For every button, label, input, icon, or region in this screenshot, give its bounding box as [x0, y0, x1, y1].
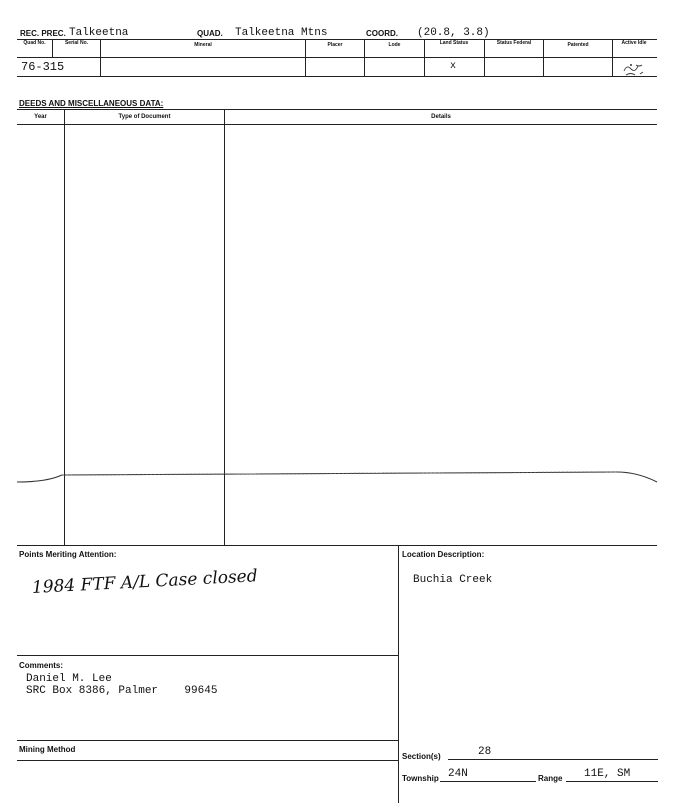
points-handwritten-note: 1984 FTF A/L Case closed [31, 566, 259, 598]
col-header-status-federal: Status Federal [496, 40, 532, 46]
col-header-lode: Lode [388, 42, 401, 48]
scan-fold-line [17, 468, 660, 488]
deeds-title: DEEDS AND MISCELLANEOUS DATA: [19, 99, 164, 108]
points-label: Points Meriting Attention: [19, 550, 117, 559]
claims-table-header-rule [17, 57, 657, 58]
location-value: Buchia Creek [413, 574, 493, 586]
rec-prec-label: REC. PREC. [20, 29, 66, 38]
col-header-active-idle: Active Idle [621, 40, 647, 46]
lower-box-divider [398, 546, 399, 803]
col-header-serial-no: Serial No. [64, 40, 89, 46]
claims-col-divider [424, 40, 425, 77]
cell-quad-no: 76-315 [21, 60, 65, 74]
col-header-mineral: Mineral [194, 42, 212, 48]
range-value: 11E, SM [584, 768, 631, 780]
col-header-year: Year [34, 114, 47, 120]
township-label: Township [402, 774, 439, 783]
col-header-type-of-document: Type of Document [118, 114, 171, 120]
deeds-bottom-rule [17, 545, 657, 546]
township-underline [440, 781, 536, 782]
col-header-land-status: Land Status [439, 40, 469, 46]
cell-land-status: x [450, 61, 457, 72]
col-header-details: Details [431, 114, 451, 120]
coord-value: (20.8, 3.8) [417, 27, 490, 39]
quad-label: QUAD. [197, 29, 223, 38]
claims-col-divider [612, 40, 613, 77]
rec-prec-value: Talkeetna [69, 27, 129, 39]
col-header-placer: Placer [327, 42, 343, 48]
section-underline [448, 759, 658, 760]
deeds-header-rule [17, 124, 657, 125]
section-value: 28 [478, 746, 492, 758]
comments-top-rule [17, 655, 398, 656]
mining-bottom-rule [17, 760, 398, 761]
location-label: Location Description: [402, 550, 485, 559]
quad-value: Talkeetna Mtns [235, 27, 328, 39]
mining-top-rule [17, 740, 398, 741]
section-label: Section(s) [402, 752, 441, 761]
coord-label: COORD. [366, 29, 398, 38]
deeds-top-rule [17, 109, 657, 110]
comments-line-1: Daniel M. Lee [26, 673, 112, 685]
claims-table-bottom-rule [17, 76, 657, 77]
stamp-scribble-icon [618, 59, 648, 79]
comments-label: Comments: [19, 661, 64, 670]
mining-method-label: Mining Method [19, 745, 76, 754]
col-header-quad-no: Quad No. [23, 40, 46, 46]
range-label: Range [538, 774, 563, 783]
township-value: 24N [448, 768, 468, 780]
claims-col-divider [484, 40, 485, 77]
claims-table-top-rule [17, 39, 657, 40]
comments-line-2: SRC Box 8386, Palmer 99645 [26, 685, 218, 697]
range-underline [566, 781, 658, 782]
col-header-patented: Patented [567, 42, 589, 48]
